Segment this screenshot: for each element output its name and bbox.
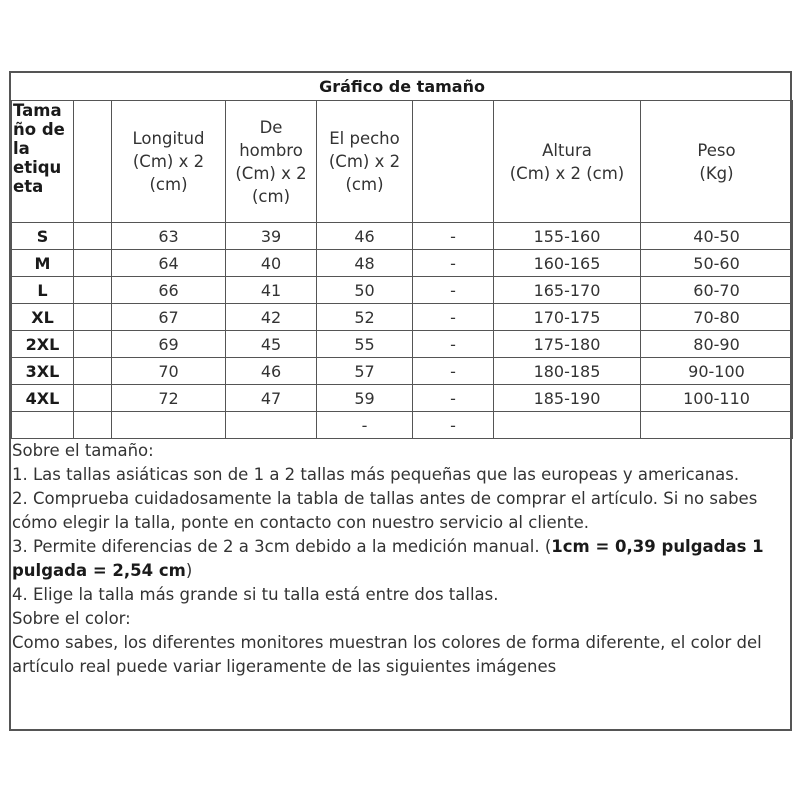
note-item-4: 4. Elige la talla más grande si tu talla está entre dos tallas.: [12, 585, 499, 604]
table-row: [12, 358, 793, 385]
table-cell: -: [413, 223, 494, 250]
table-cell: 55: [317, 331, 413, 358]
header-shoulder: De hombro (Cm) x 2 (cm): [226, 101, 317, 223]
table-cell: [112, 412, 226, 439]
table-cell: 47: [226, 385, 317, 412]
table-cell: -: [413, 250, 494, 277]
table-cell: [74, 304, 112, 331]
size-cell: 2XL: [12, 331, 74, 358]
table-cell: 48: [317, 250, 413, 277]
note-item-3-conversion: 1cm = 0,39 pulgadas 1 pulgada = 2,54 cm: [12, 537, 764, 580]
table-cell: -: [413, 331, 494, 358]
color-notes-heading: Sobre el color:: [12, 609, 131, 628]
table-cell: 70: [112, 358, 226, 385]
note-item-3-text: 3. Permite diferencias de 2 a 3cm debido a la medición manual. (: [12, 537, 552, 556]
size-chart: [9, 71, 792, 731]
table-cell: 70-80: [641, 304, 793, 331]
header-height: Altura (Cm) x 2 (cm): [494, 101, 641, 223]
table-cell: 41: [226, 277, 317, 304]
table-cell: 185-190: [494, 385, 641, 412]
table-row: [12, 331, 793, 358]
table-cell: 52: [317, 304, 413, 331]
table-cell: -: [413, 277, 494, 304]
table-cell: 155-160: [494, 223, 641, 250]
size-cell: XL: [12, 304, 74, 331]
table-row: [12, 304, 793, 331]
note-item-2: 2. Comprueba cuidadosamente la tabla de tallas antes de comprar el artículo. Si no sabes cómo elegir la talla, ponte en contacto con nuestro servicio al cliente.: [12, 489, 758, 532]
note-item-3: [12, 535, 791, 583]
size-cell: 3XL: [12, 358, 74, 385]
table-cell: 160-165: [494, 250, 641, 277]
table-cell: 90-100: [641, 358, 793, 385]
table-cell: -: [413, 412, 494, 439]
table-row: [12, 385, 793, 412]
table-row: [12, 223, 793, 250]
table-cell: 170-175: [494, 304, 641, 331]
table-cell: [74, 412, 112, 439]
table-cell: 57: [317, 358, 413, 385]
chart-title: Gráfico de tamaño: [12, 73, 793, 101]
notes-section: [11, 439, 791, 679]
table-cell: 69: [112, 331, 226, 358]
size-cell: 4XL: [12, 385, 74, 412]
size-cell: L: [12, 277, 74, 304]
table-cell: -: [413, 304, 494, 331]
table-cell: 63: [112, 223, 226, 250]
table-cell: [74, 385, 112, 412]
table-cell: 80-90: [641, 331, 793, 358]
table-cell: 40: [226, 250, 317, 277]
table-cell: -: [317, 412, 413, 439]
table-row: [12, 412, 793, 439]
color-note: Como sabes, los diferentes monitores muestran los colores de forma diferente, el color del artículo real puede variar ligeramente de las siguientes imágenes: [12, 633, 762, 676]
table-cell: 165-170: [494, 277, 641, 304]
table-cell: 50: [317, 277, 413, 304]
table-cell: 180-185: [494, 358, 641, 385]
table-cell: 39: [226, 223, 317, 250]
table-cell: 59: [317, 385, 413, 412]
table-row: [12, 250, 793, 277]
note-item-3-end: ): [185, 561, 193, 580]
size-cell: M: [12, 250, 74, 277]
table-cell: [74, 277, 112, 304]
header-row: [12, 101, 793, 223]
table-cell: 175-180: [494, 331, 641, 358]
header-chest: El pecho (Cm) x 2 (cm): [317, 101, 413, 223]
note-item-1: 1. Las tallas asiáticas son de 1 a 2 tallas más pequeñas que las europeas y americanas.: [12, 465, 740, 484]
header-size-label: Tama ño de la etiqu eta: [12, 101, 74, 223]
table-cell: [226, 412, 317, 439]
table-cell: -: [413, 385, 494, 412]
table-cell: [74, 331, 112, 358]
table-cell: [494, 412, 641, 439]
header-length: Longitud (Cm) x 2 (cm): [112, 101, 226, 223]
size-notes-heading: Sobre el tamaño:: [12, 441, 154, 460]
table-cell: 40-50: [641, 223, 793, 250]
header-weight: Peso (Kg): [641, 101, 793, 223]
table-cell: 100-110: [641, 385, 793, 412]
header-blank-1: [74, 101, 112, 223]
table-cell: 46: [317, 223, 413, 250]
size-table: [11, 73, 793, 439]
table-cell: 45: [226, 331, 317, 358]
table-row: [12, 277, 793, 304]
table-cell: [74, 250, 112, 277]
table-cell: [74, 223, 112, 250]
table-cell: 60-70: [641, 277, 793, 304]
table-cell: 72: [112, 385, 226, 412]
header-blank-2: [413, 101, 494, 223]
table-cell: 42: [226, 304, 317, 331]
table-cell: 64: [112, 250, 226, 277]
table-cell: [74, 358, 112, 385]
table-cell: 66: [112, 277, 226, 304]
table-cell: 67: [112, 304, 226, 331]
size-cell: [12, 412, 74, 439]
table-cell: 50-60: [641, 250, 793, 277]
table-cell: [641, 412, 793, 439]
table-cell: 46: [226, 358, 317, 385]
table-cell: -: [413, 358, 494, 385]
size-cell: S: [12, 223, 74, 250]
